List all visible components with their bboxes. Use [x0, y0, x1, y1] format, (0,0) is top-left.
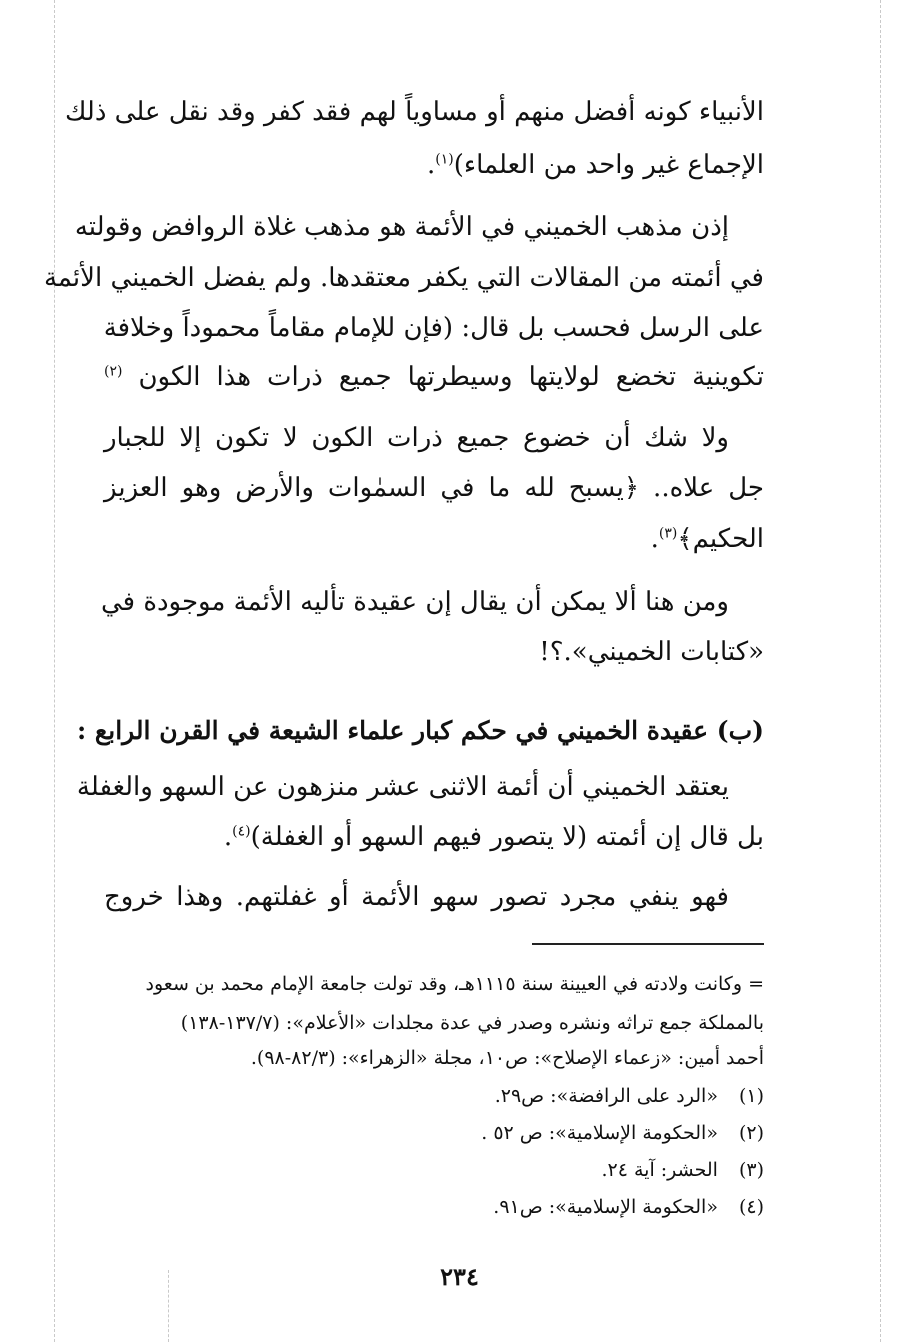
footnote-item: (٢) «الحكومة الإسلامية»: ص ٥٢ .	[481, 1122, 764, 1144]
footnote-number: (٣)	[738, 1159, 764, 1181]
body-line: ومن هنا ألا يمكن أن يقال إن عقيدة تأليه الأئمة موجودة في	[100, 587, 729, 617]
body-line: ولا شك أن خضوع جميع ذرات الكون لا تكون إلا للجبار	[104, 423, 729, 453]
footnote-item: (٣) الحشر: آية ٢٤.	[601, 1159, 764, 1181]
body-line: على الرسل فحسب بل قال: (فإن للإمام مقاماً محموداً وخلافة	[103, 313, 764, 343]
body-line: الإجماع غير واحد من العلماء)$^{(١)}$.	[426, 150, 764, 180]
body-line: الأنبياء كونه أفضل منهم أو مساوياً لهم فقد كفر وقد نقل على ذلك	[64, 97, 764, 127]
margin-guide-left	[54, 0, 55, 1342]
footnote-item: (١) «الرد على الرافضة»: ص٢٩.	[494, 1085, 764, 1107]
footnote-item: (٤) «الحكومة الإسلامية»: ص٩١.	[493, 1196, 764, 1218]
body-line: إذن مذهب الخميني في الأئمة هو مذهب غلاة الروافض وقولته	[74, 212, 729, 242]
footnote-number: (٤)	[738, 1196, 764, 1218]
body-line: جل علاه.. ﴿يسبح لله ما في السمٰوات والأرض وهو العزيز	[104, 473, 764, 503]
footnote-number: (١)	[738, 1085, 764, 1107]
body-line: بل قال إن أئمته (لا يتصور فيهم السهو أو الغفلة)$^{(٤)}$.	[223, 822, 764, 852]
footnote-continued-line: = وكانت ولادته في العيينة سنة ١١١٥هـ، وقد تولت جامعة الإمام محمد بن سعود	[145, 973, 764, 995]
margin-guide-right	[880, 0, 881, 1342]
page-number: ٢٣٤	[440, 1262, 479, 1291]
body-line: تكوينية تخضع لولايتها وسيطرتها جميع ذرات هذا الكون $^{(٢)}$	[104, 362, 764, 392]
footnote-ref: (٢)	[104, 363, 123, 380]
body-line: «كتابات الخميني».؟!	[539, 637, 764, 667]
footnote-continued-line: أحمد أمين: «زعماء الإصلاح»: ص١٠، مجلة «الزهراء»: (٨٢/٣-٩٨).	[250, 1047, 764, 1069]
body-line: الحكيم﴾$^{(٣)}$.	[650, 524, 764, 554]
body-line: فهو ينفي مجرد تصور سهو الأئمة أو غفلتهم. وهذا خروج	[104, 882, 729, 912]
footnote-ref: (٣)	[658, 525, 678, 542]
body-line: في أئمته من المقالات التي يكفر معتقدها. ولم يفضل الخميني الأئمة	[43, 263, 764, 293]
footnote-ref: (٤)	[232, 823, 251, 840]
body-line: يعتقد الخميني أن أئمة الاثنى عشر منزهون عن السهو والغفلة	[76, 772, 729, 802]
footnote-ref: (١)	[435, 151, 454, 168]
footnote-continued-line: بالمملكة جمع تراثه ونشره وصدر في عدة مجلدات «الأعلام»: (١٣٧/٧-١٣٨)	[180, 1012, 764, 1034]
footnote-number: (٢)	[738, 1122, 764, 1144]
section-heading: (ب) عقيدة الخميني في حكم كبار علماء الشيعة في القرن الرابع :	[77, 716, 764, 745]
footnote-separator	[532, 943, 764, 945]
